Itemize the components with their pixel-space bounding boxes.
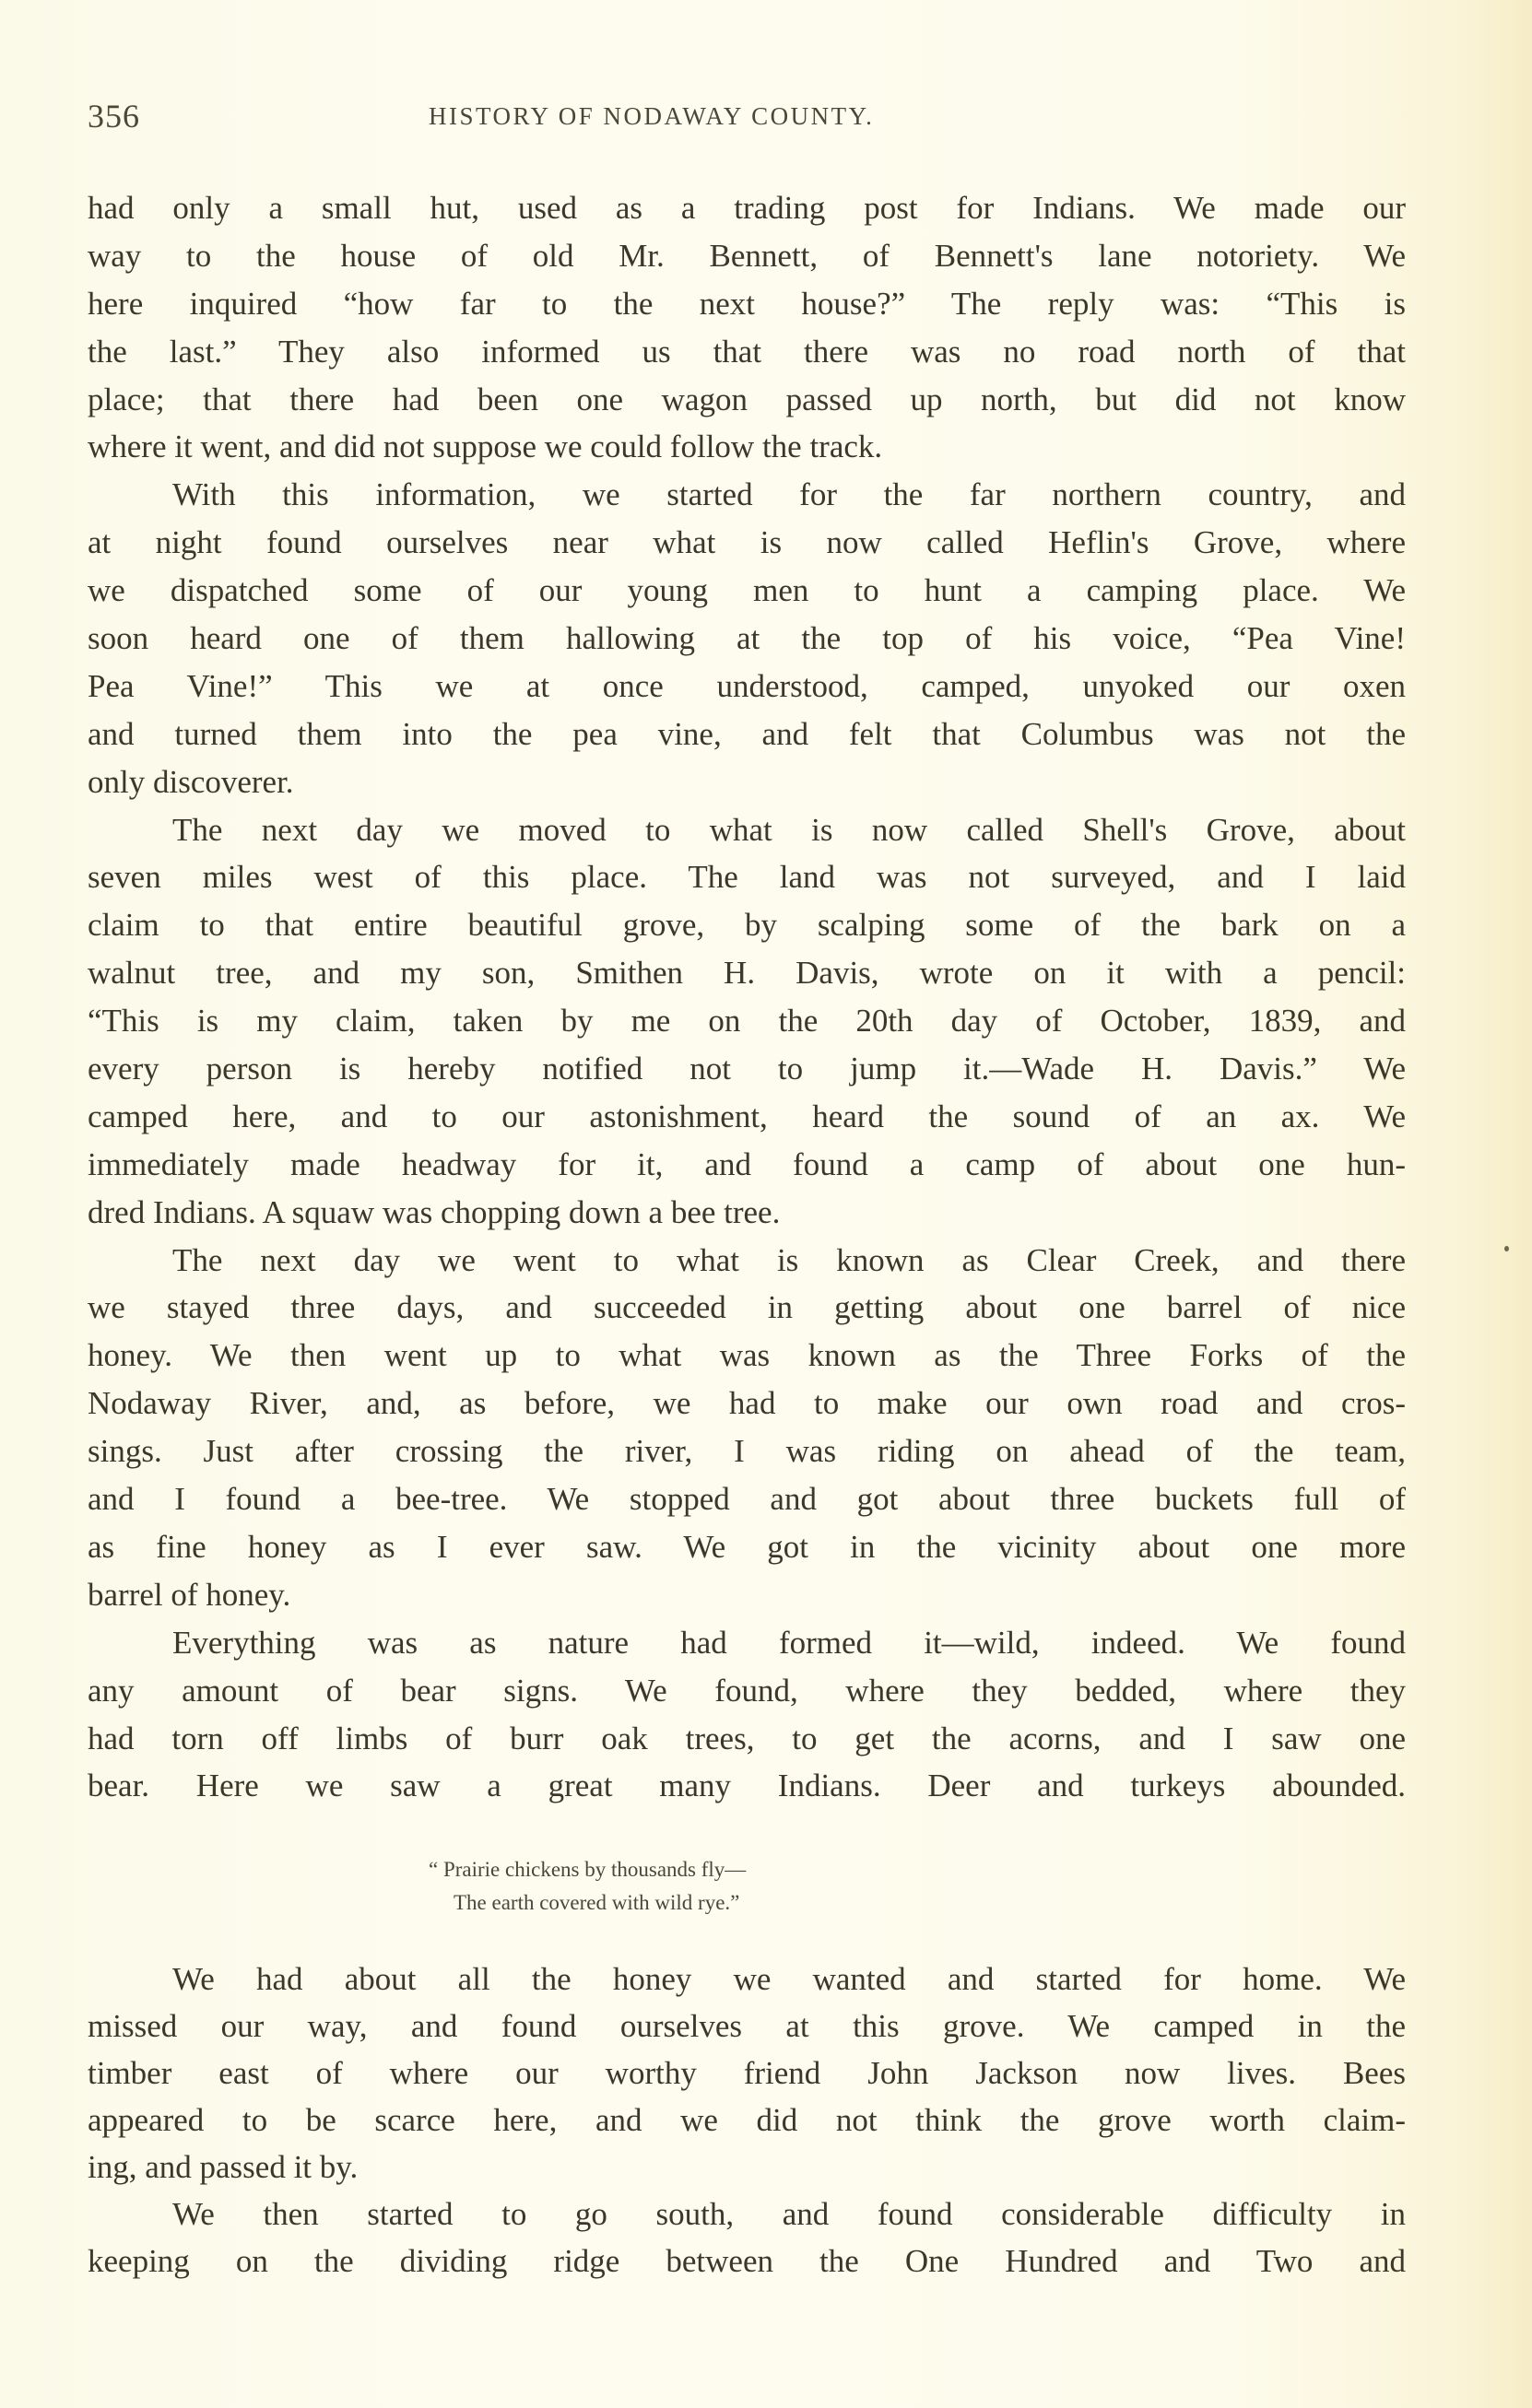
- text-line: timber east of where our worthy friend John Jackson now lives. Bees: [88, 2055, 1406, 2091]
- text-line: place; that there had been one wagon passed up north, but did not know: [88, 381, 1406, 417]
- text-line: where it went, and did not suppose we could follow the track.: [88, 429, 883, 465]
- paragraph: [88, 1619, 1406, 1811]
- paragraph: [88, 184, 1406, 471]
- paragraph: [88, 1237, 1406, 1619]
- text-line: We had about all the honey we wanted and started for home. We: [172, 1961, 1406, 1997]
- running-head: [88, 97, 1406, 138]
- text-line: and I found a bee-tree. We stopped and got about three buckets full of: [88, 1481, 1406, 1518]
- text-line: barrel of honey.: [88, 1576, 291, 1613]
- running-title: HISTORY OF NODAWAY COUNTY.: [429, 102, 875, 130]
- paragraph: [88, 2191, 1406, 2285]
- body-text-continued: [88, 1956, 1406, 2285]
- paragraph: [88, 806, 1406, 1237]
- body-text: [88, 184, 1406, 1810]
- paragraph: [88, 1956, 1406, 2191]
- text-line: here inquired “how far to the next house?” The reply was: “This is: [88, 285, 1406, 322]
- text-line: as fine honey as I ever saw. We got in the vicinity about one more: [88, 1528, 1406, 1565]
- text-line: dred Indians. A squaw was chopping down a bee tree.: [88, 1193, 781, 1230]
- paper-speck: [1504, 1246, 1509, 1251]
- text-line: only discoverer.: [88, 763, 294, 800]
- text-line: had torn off limbs of burr oak trees, to get the acorns, and I saw one: [88, 1720, 1406, 1756]
- text-line: Pea Vine!” This we at once understood, camped, unyoked our oxen: [88, 667, 1406, 704]
- text-line: “This is my claim, taken by me on the 20th day of October, 1839, and: [88, 1003, 1406, 1040]
- text-line: keeping on the dividing ridge between the One Hundred and Two and: [88, 2243, 1406, 2279]
- text-line: With this information, we started for the far northern country, and: [172, 476, 1406, 513]
- text-line: and turned them into the pea vine, and felt that Columbus was not the: [88, 715, 1406, 752]
- text-line: any amount of bear signs. We found, where they bedded, where they: [88, 1672, 1406, 1709]
- text-line: The next day we went to what is known as Clear Creek, and there: [172, 1241, 1406, 1278]
- text-line: honey. We then went up to what was known as the Three Forks of the: [88, 1337, 1406, 1374]
- paragraph: [88, 471, 1406, 805]
- text-line: ing, and passed it by.: [88, 2149, 359, 2185]
- text-line: The next day we moved to what is now called Shell's Grove, about: [172, 811, 1406, 848]
- text-line: missed our way, and found ourselves at this grove. We camped in the: [88, 2008, 1406, 2044]
- verse-line: The earth covered with wild rye.”: [454, 1891, 740, 1914]
- text-line: every person is hereby notified not to jump it.—Wade H. Davis.” We: [88, 1051, 1406, 1087]
- text-line: at night found ourselves near what is now called Heflin's Grove, where: [88, 524, 1406, 561]
- text-line: bear. Here we saw a great many Indians. Deer and turkeys abounded.: [88, 1768, 1406, 1804]
- text-line: Nodaway River, and, as before, we had to make our own road and cros-: [88, 1385, 1406, 1422]
- text-line: sings. Just after crossing the river, I was riding on ahead of the team,: [88, 1433, 1406, 1470]
- text-line: Everything was as nature had formed it—wild, indeed. We found: [172, 1624, 1406, 1661]
- text-line: seven miles west of this place. The land was not surveyed, and I laid: [88, 859, 1406, 896]
- verse-line: “ Prairie chickens by thousands fly—: [429, 1858, 747, 1881]
- text-line: immediately made headway for it, and found a camp of about one hun-: [88, 1145, 1406, 1182]
- text-line: appeared to be scarce here, and we did not think the grove worth claim-: [88, 2102, 1406, 2138]
- text-line: claim to that entire beautiful grove, by scalping some of the bark on a: [88, 907, 1406, 944]
- text-line: camped here, and to our astonishment, heard the sound of an ax. We: [88, 1098, 1406, 1134]
- text-line: walnut tree, and my son, Smithen H. Davis, wrote on it with a pencil:: [88, 955, 1406, 992]
- text-line: had only a small hut, used as a trading post for Indians. We made our: [88, 190, 1406, 226]
- text-line: way to the house of old Mr. Bennett, of Bennett's lane notoriety. We: [88, 237, 1406, 274]
- text-line: soon heard one of them hallowing at the top of his voice, “Pea Vine!: [88, 620, 1406, 657]
- text-line: we stayed three days, and succeeded in getting about one barrel of nice: [88, 1289, 1406, 1326]
- page-number: 356: [88, 98, 140, 135]
- text-line: We then started to go south, and found considerable difficulty in: [172, 2196, 1406, 2232]
- text-line: the last.” They also informed us that there was no road north of that: [88, 333, 1406, 370]
- text-line: we dispatched some of our young men to hunt a camping place. We: [88, 572, 1406, 609]
